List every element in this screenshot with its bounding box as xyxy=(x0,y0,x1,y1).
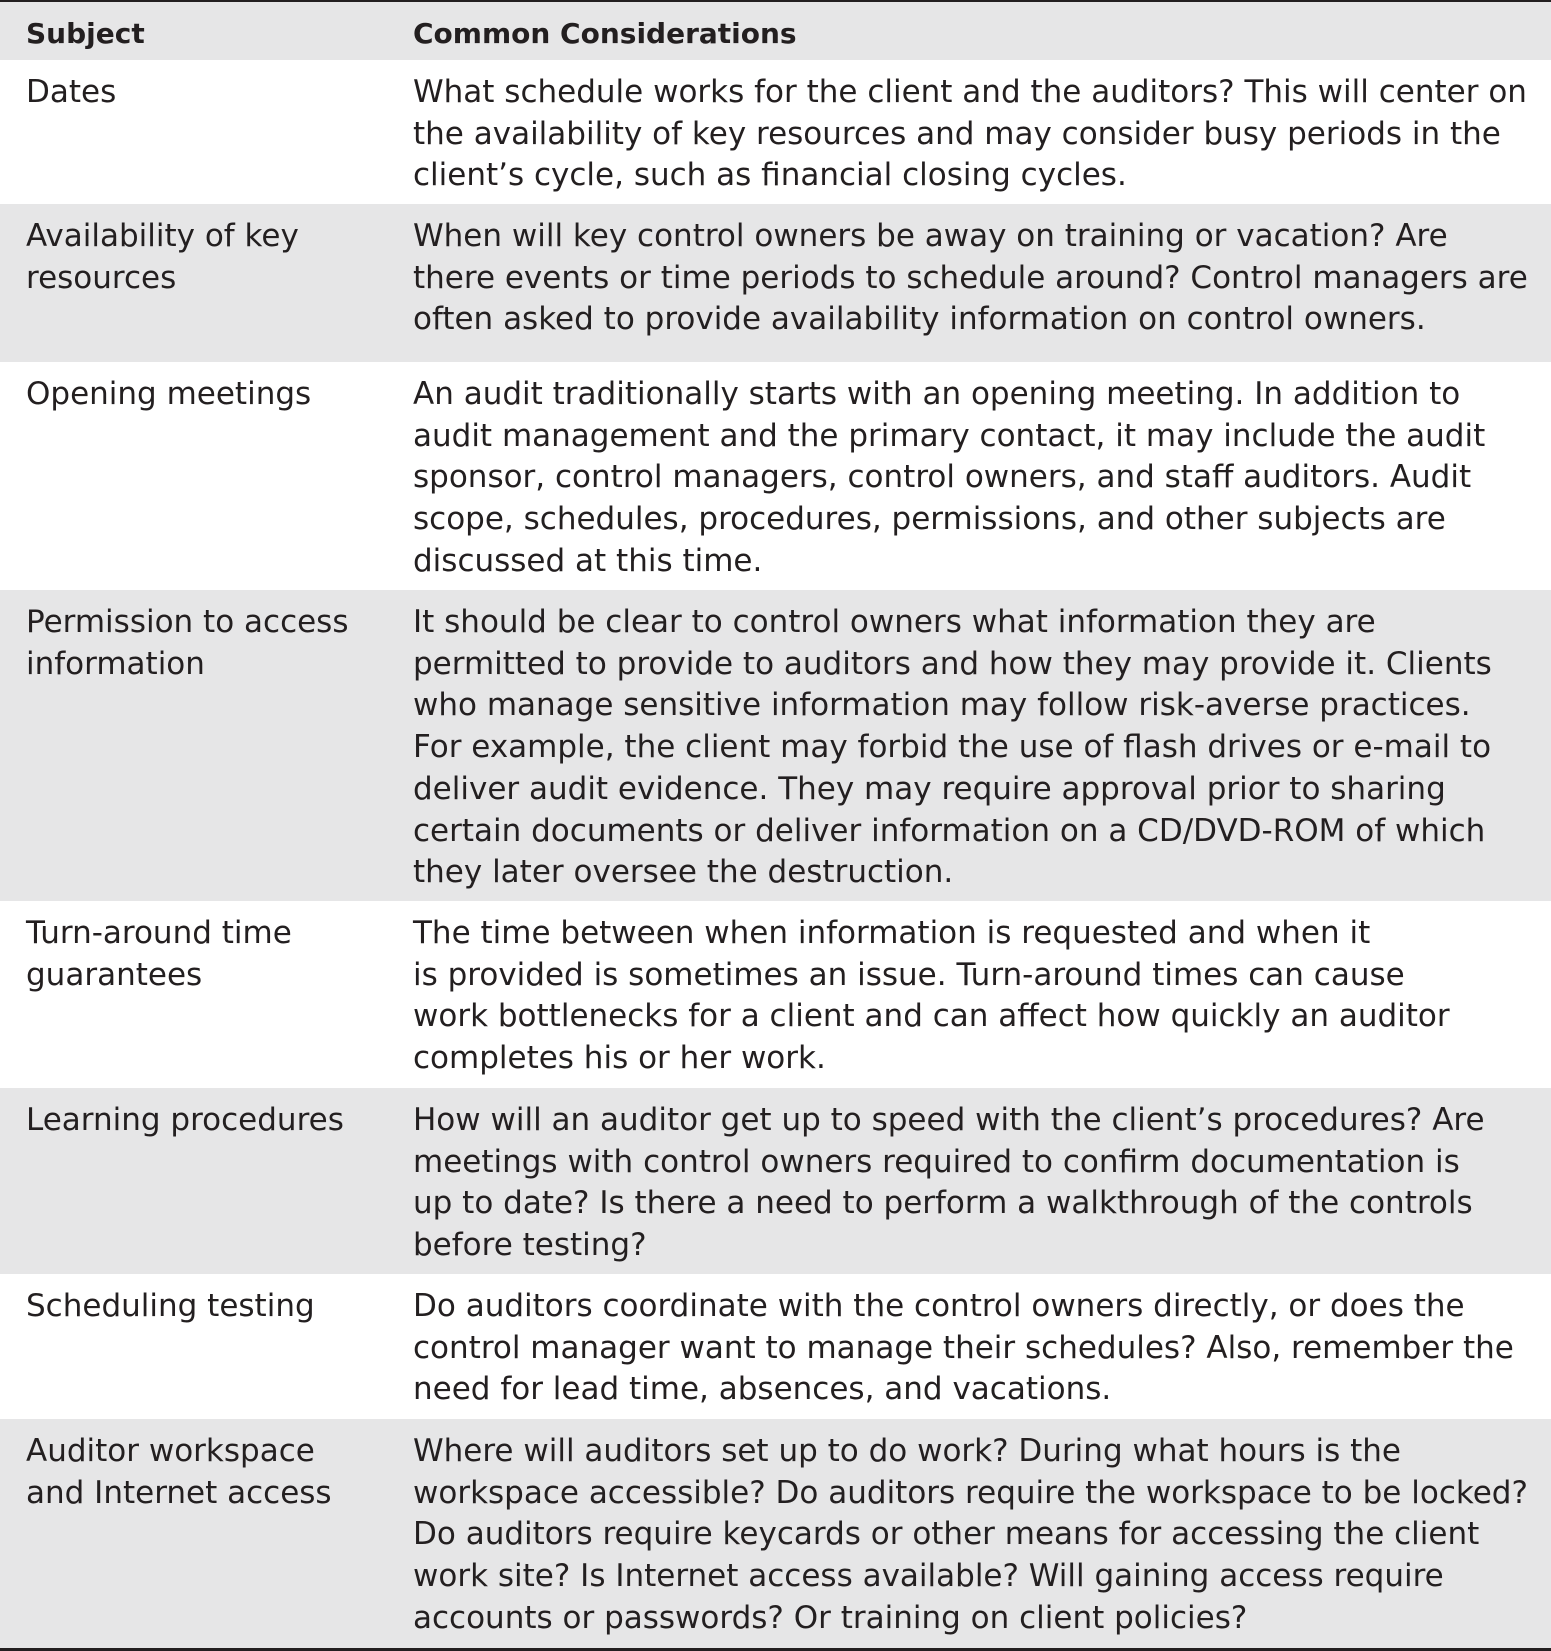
header-subject: Subject xyxy=(26,17,145,50)
table-row xyxy=(0,1088,1551,1274)
row-subject: Opening meetings xyxy=(26,376,312,412)
row-subject: Dates xyxy=(26,74,117,110)
row-subject: Scheduling testing xyxy=(26,1288,315,1324)
table-header-row xyxy=(0,2,1551,60)
table-row xyxy=(0,590,1551,901)
row-considerations: What schedule works for the client and the auditors? This will center on the availability of key resources and may consider busy periods in the client’s cycle, such as financial closing cycles. xyxy=(413,74,1527,194)
row-subject: Auditor workspace and Internet access xyxy=(26,1433,332,1511)
table-row xyxy=(0,901,1551,1088)
row-considerations: When will key control owners be away on training or vacation? Are there events or time periods to schedule around? Control managers are often asked to provide availability information on control owners. xyxy=(413,218,1528,338)
table-row xyxy=(0,362,1551,590)
row-subject: Turn-around time guarantees xyxy=(26,915,292,993)
row-considerations: An audit traditionally starts with an opening meeting. In addition to audit management and the primary contact, it may include the audit sponsor, control managers, control owners, and staff auditors. Audit scope, schedules, procedures, permissions, and other subjects are discussed at this time. xyxy=(413,376,1486,579)
row-considerations: Where will auditors set up to do work? During what hours is the workspace accessible? Do auditors require the workspace to be locked? Do auditors require keycards or other means for accessing the client work site? Is Internet access available? Will gaining access require accounts or passwords? Or training on client policies? xyxy=(413,1433,1528,1636)
row-considerations: It should be clear to control owners what information they are permitted to provide to auditors and how they may provide it. Clients who manage sensitive information may follow risk-averse practices. For example, the client may forbid the use of flash drives or e-mail to deliver audit evidence. They may require approval prior to sharing certain documents or deliver information on a CD/DVD-ROM of which they later oversee the destruction. xyxy=(413,604,1492,891)
table-row xyxy=(0,204,1551,362)
header-considerations: Common Considerations xyxy=(413,17,797,50)
table-row xyxy=(0,60,1551,204)
table-row xyxy=(0,1274,1551,1419)
row-subject: Learning procedures xyxy=(26,1102,344,1138)
row-subject: Availability of key resources xyxy=(26,218,299,296)
row-considerations: How will an auditor get up to speed with the client’s procedures? Are meetings with control owners required to confirm documentation is up to date? Is there a need to perform a walkthrough of the controls before testing? xyxy=(413,1102,1485,1264)
row-subject: Permission to access information xyxy=(26,604,349,682)
table-row xyxy=(0,1419,1551,1648)
row-considerations: The time between when information is requested and when it is provided is sometimes an issue. Turn-around times can cause work bottlenecks for a client and can affect how quickly an auditor completes his or her work. xyxy=(413,915,1450,1077)
row-considerations: Do auditors coordinate with the control owners directly, or does the control manager want to manage their schedules? Also, remember the need for lead time, absences, and vacations. xyxy=(413,1288,1514,1408)
